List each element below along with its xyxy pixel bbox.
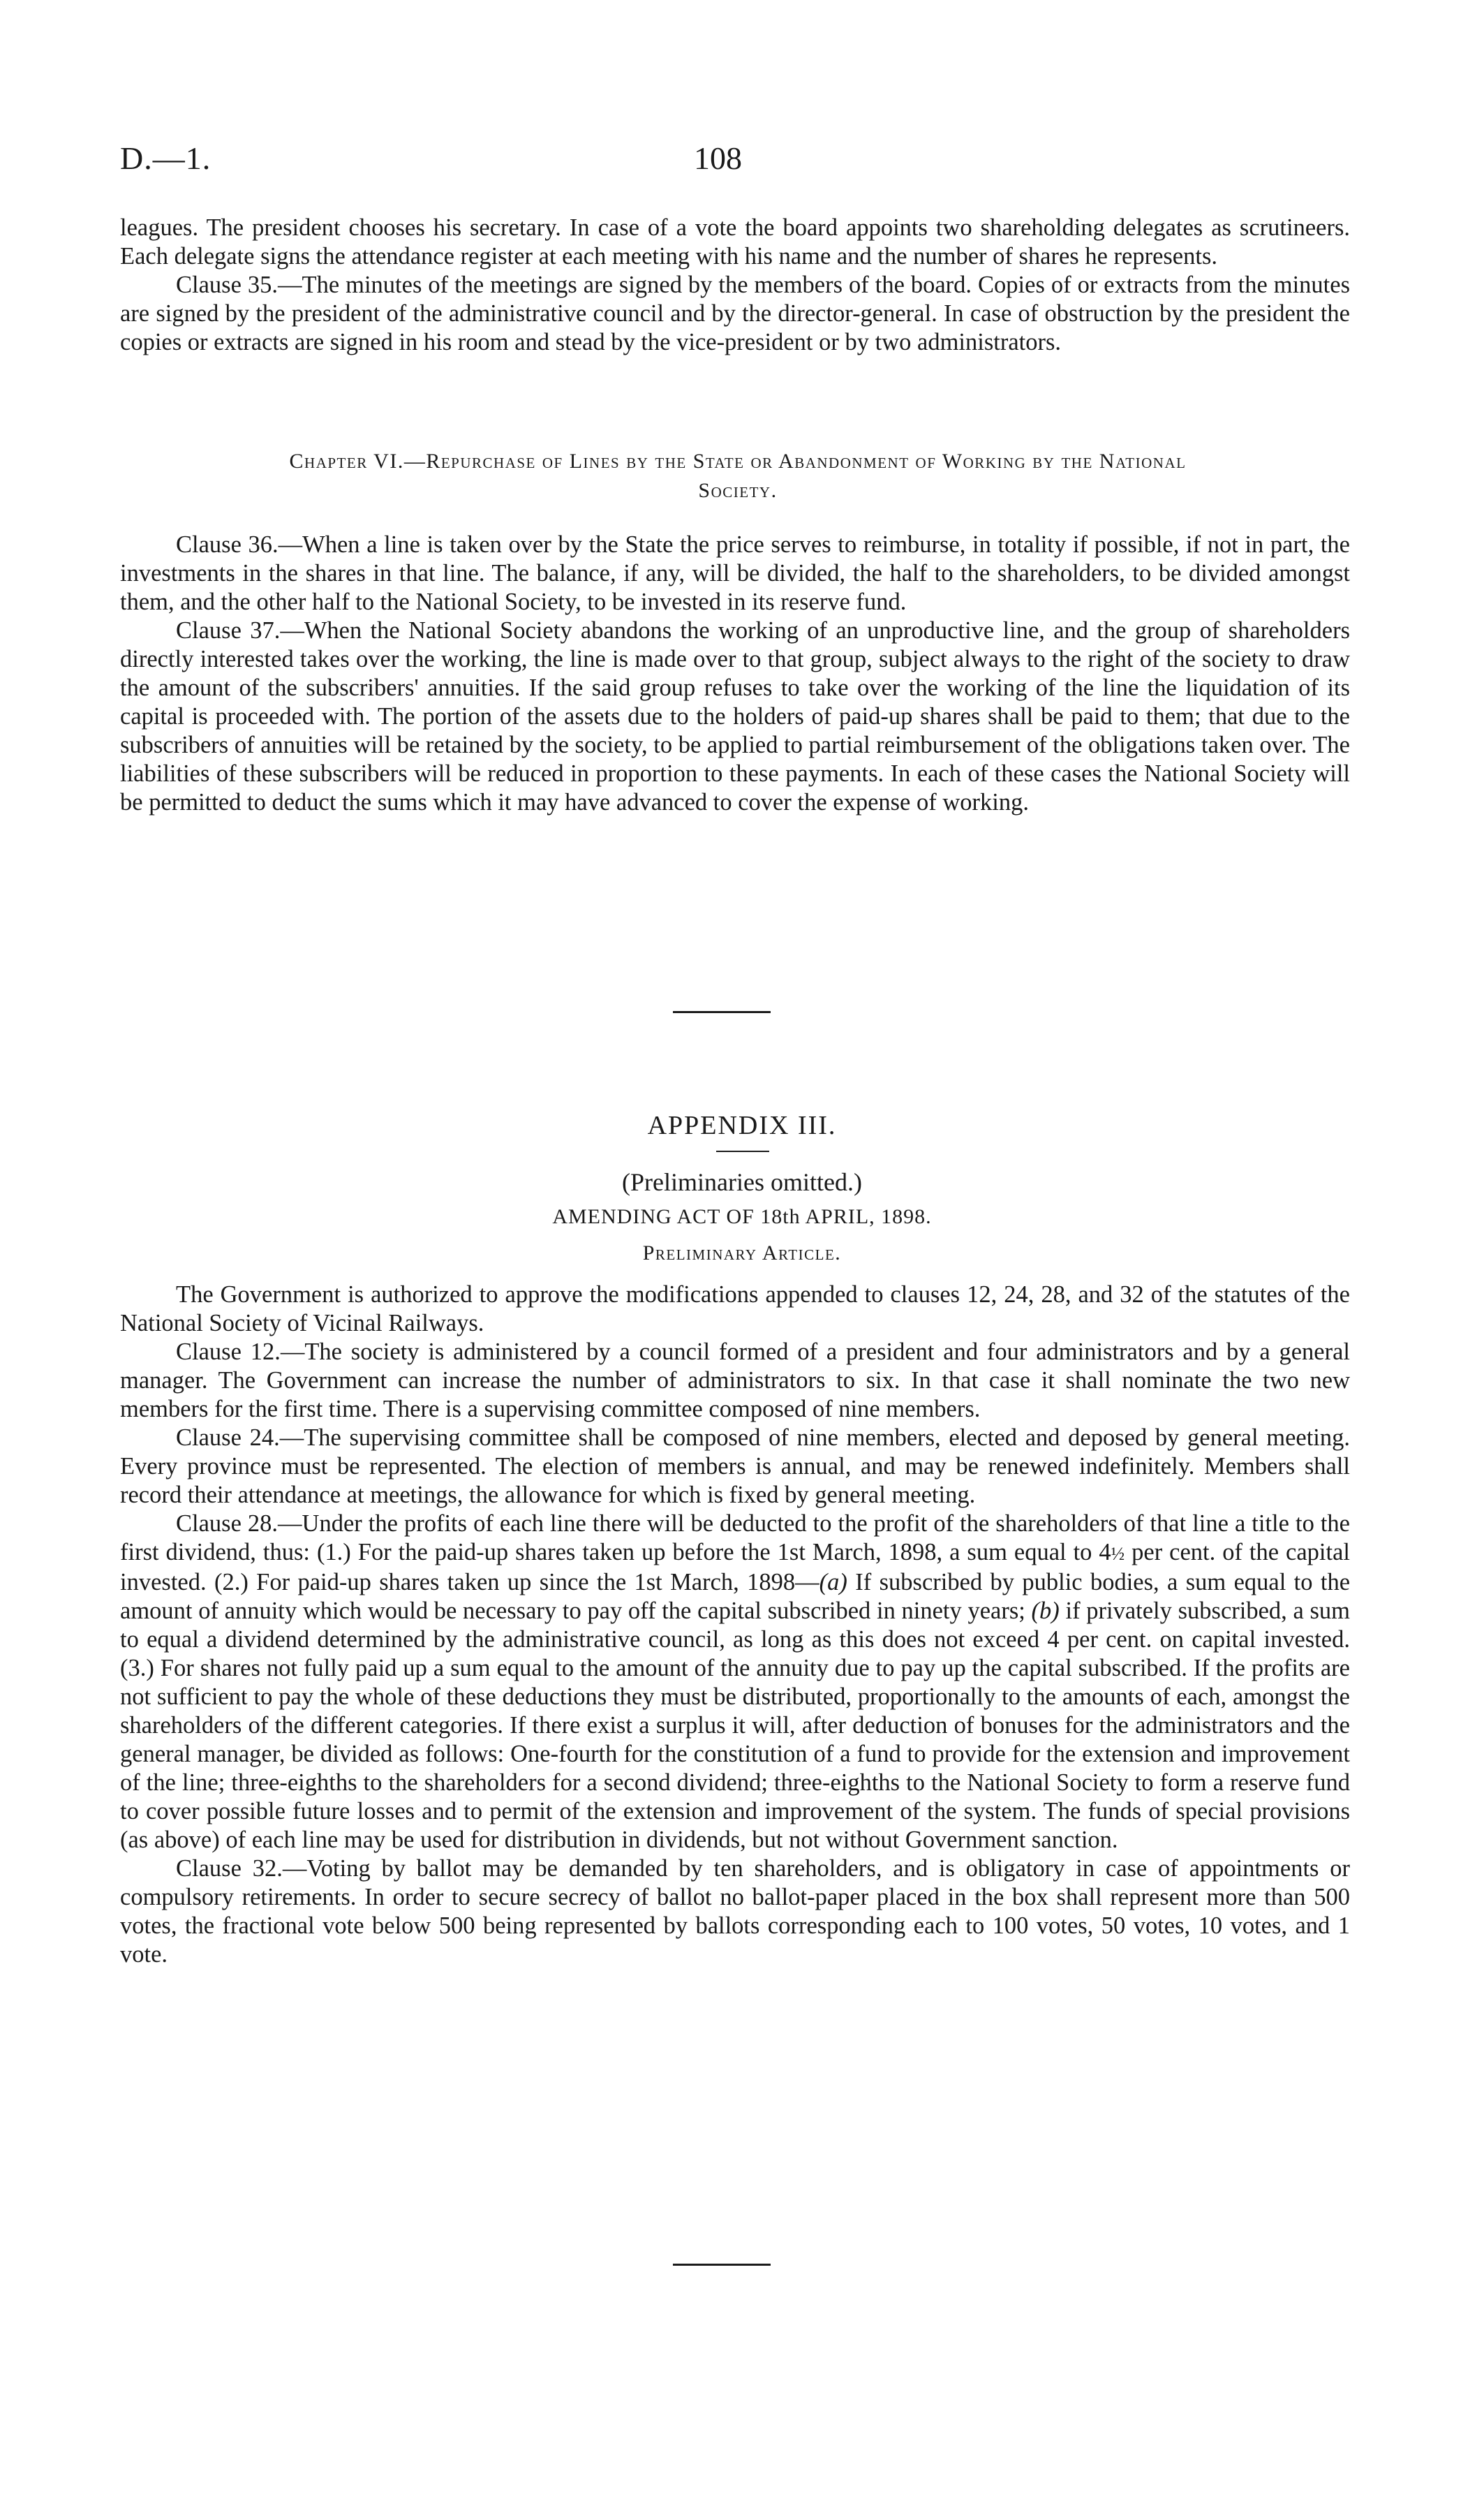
clause-28-text-d: if privately subscribed, a sum to equal a dividend determined by the administrative council, as long as this does not exceed 4 per cent. on capital invested. (3.) For shares not fully paid up a sum equal to the amount of the annuity due to pay up the capital subscribed. If the profits are not sufficient to pay the whole of these deductions they must be distributed, proportionally to the amounts of each, amongst the shareholders of the different categories. If there exist a surplus it will, after deduction of bonuses for the administrators and the general manager, be divided as follows: One-fourth for the constitution of a fund to provide for the extension and improvement of the line; three-eighths to the shareholders for a second dividend; three-eighths to the National Society to form a reserve fund to cover possible future losses and to permit of the extension and improvement of the system. The funds of special provisions (as above) of each line may be used for distribution in dividends, but not without Government sanction.	[120, 1598, 1350, 1853]
paragraph-clause-37: Clause 37.—When the National Society abandons the working of an unproductive line, and the group of shareholders directly interested takes over the working, the line is made over to that group, subject always to the right of the society to draw the amount of the subscribers' annuities. If the said group refuses to take over the working of the line the liquidation of its capital is proceeded with. The portion of the assets due to the holders of paid-up shares shall be paid to them; that due to the subscribers of annuities will be retained by the society, to be applied to partial reimbursement of the obligations taken over. The liabilities of these subscribers will be reduced in proportion to these payments. In each of these cases the National Society will be permitted to deduct the sums which it may have advanced to cover the expense of working.	[120, 617, 1350, 816]
preliminary-article-heading: Preliminary Article.	[642, 1241, 842, 1264]
page-number: 108	[694, 140, 742, 176]
paragraph-preliminary: The Government is authorized to approve the modifications appended to clauses 12, 24, 28, and 32 of the statutes of the National Society of Vicinal Railways.	[120, 1281, 1350, 1336]
preliminaries-note: (Preliminaries omitted.)	[622, 1168, 862, 1196]
fraction-half: ½	[1111, 1544, 1125, 1564]
appendix-title-rule	[716, 1151, 769, 1152]
appendix-title: APPENDIX III.	[647, 1111, 837, 1140]
chapter-heading	[120, 447, 1356, 506]
paragraph-clause-36: Clause 36.—When a line is taken over by the State the price serves to reimburse, in totality if possible, if not in part, the investments in the shares in that line. The balance, if any, will be divided, the half to the shareholders, to be divided amongst them, and the other half to the National Society, to be invested in its reserve fund.	[120, 531, 1350, 615]
end-divider-rule	[673, 2264, 771, 2266]
document-reference: D.—1.	[120, 140, 212, 176]
section-clause-35	[120, 214, 1350, 357]
clause-28-text-c: If subscribed by public bodies, a sum equal to the amount of annuity which would be necessary to pay off the capital subscribed in ninety years;	[120, 1569, 1351, 1624]
section-divider-rule	[673, 1011, 771, 1013]
clause-28-text-a: Clause 28.—Under the profits of each line there will be deducted to the profit of the shareholders of that line a title to the first dividend, thus: (1.) For the paid-up shares taken up before the 1st March, 1898, a sum equal to 4	[120, 1510, 1350, 1565]
paragraph-clause-12: Clause 12.—The society is administered by a council formed of a president and four administrators and by a general manager. The Government can increase the number of administrators to six. In that case it shall nominate the two new members for the first time. There is a supervising committee composed of nine members.	[120, 1338, 1350, 1422]
paragraph-clause-32: Clause 32.—Voting by ballot may be demanded by ten shareholders, and is obligatory in case of appointments or compulsory retirements. In order to secure secrecy of ballot no ballot-paper placed in the box shall represent more than 500 votes, the fractional vote below 500 being represented by ballots corresponding each to 100 votes, 50 votes, 10 votes, and 1 vote.	[120, 1855, 1350, 1968]
section-amending-act	[120, 1281, 1350, 1969]
paragraph-clause-28	[120, 1510, 1350, 1854]
item-label-b: (b)	[1031, 1598, 1060, 1624]
clause-28-text-b: per cent. of the capital invested. (2.) For paid-up shares taken up since the 1st March, 1898—	[120, 1539, 1350, 1595]
chapter-heading-line-1: Chapter VI.—Repurchase of Lines by the State or Abandonment of Working by the National	[289, 450, 1187, 473]
chapter-heading-line-2: Society.	[698, 479, 778, 502]
paragraph-clause-35: Clause 35.—The minutes of the meetings are signed by the members of the board. Copies of or extracts from the minutes are signed by the president of the administrative council and by the director-general. In case of obstruction by the president the copies or extracts are signed in his room and stead by the vice-president or by two administrators.	[120, 272, 1350, 355]
section-clauses-36-37	[120, 531, 1350, 817]
act-title: AMENDING ACT OF 18th APRIL, 1898.	[552, 1205, 932, 1228]
item-label-a: (a)	[819, 1569, 847, 1595]
paragraph-clause-24: Clause 24.—The supervising committee shall be composed of nine members, elected and deposed by general meeting. Every province must be represented. The election of members is annual, and may be renewed indefinitely. Members shall record their attendance at meetings, the allowance for which is fixed by general meeting.	[120, 1424, 1350, 1508]
paragraph-continuation: leagues. The president chooses his secretary. In case of a vote the board appoints two shareholding delegates as scrutineers. Each delegate signs the attendance register at each meeting with his name and the number of shares he represents.	[120, 214, 1350, 270]
